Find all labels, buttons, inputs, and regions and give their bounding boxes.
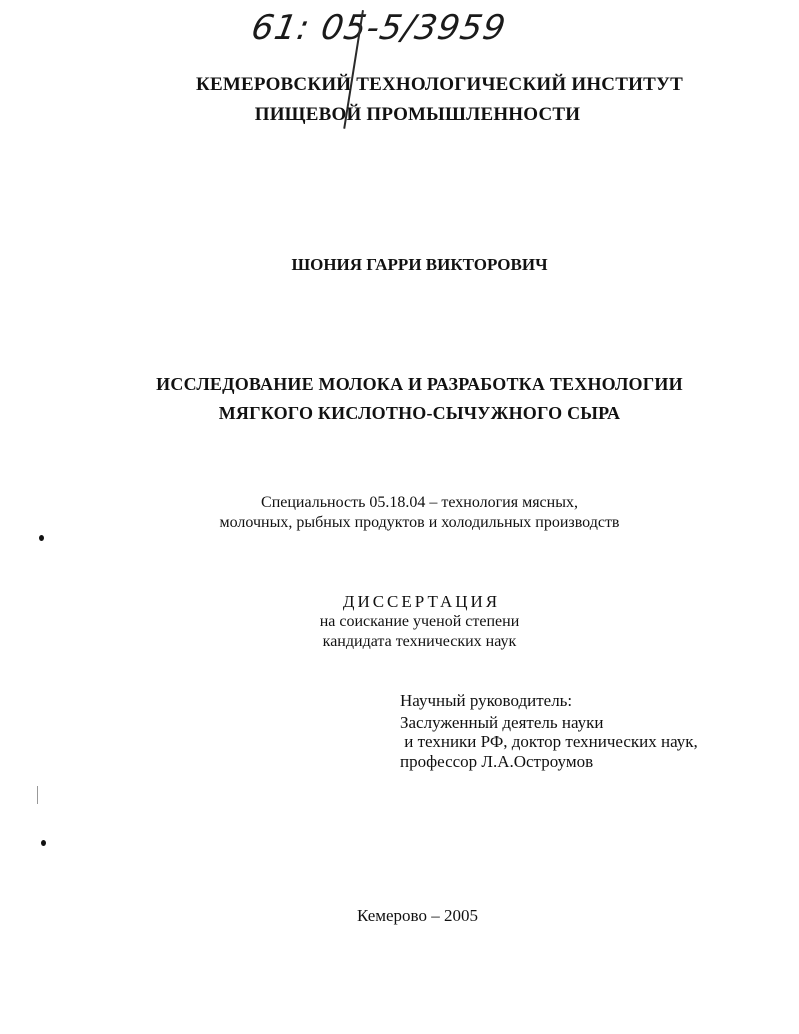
institute-name-line1: КЕМЕРОВСКИЙ ТЕХНОЛОГИЧЕСКИЙ ИНСТИТУТ (196, 74, 683, 95)
institute-name-line2: ПИЩЕВОЙ ПРОМЫШЛЕННОСТИ (254, 104, 581, 125)
advisor-line3: профессор Л.А.Остроумов (400, 752, 594, 771)
author-name: ШОНИЯ ГАРРИ ВИКТОРОВИЧ (291, 255, 548, 274)
thesis-title-line1: ИССЛЕДОВАНИЕ МОЛОКА И РАЗРАБОТКА ТЕХНОЛОГИИ (156, 374, 683, 394)
thesis-title-line2: МЯГКОГО КИСЛОТНО-СЫЧУЖНОГО СЫРА (218, 403, 621, 423)
scan-mark-dot (39, 535, 44, 541)
degree-line1: на соискание ученой степени (319, 613, 520, 630)
archive-stamp: 61: 05-5/3959 (248, 8, 510, 48)
specialty-line2: молочных, рыбных продуктов и холодильных производств (219, 514, 620, 531)
advisor-line2: и техники РФ, доктор технических наук, (400, 732, 698, 751)
scan-mark-tick (37, 786, 38, 804)
city-year: Кемерово – 2005 (357, 906, 478, 925)
degree-line2: кандидата технических наук (322, 633, 517, 650)
advisor-line1: Заслуженный деятель науки (400, 713, 604, 732)
specialty-line1: Специальность 05.18.04 – технология мясных, (261, 494, 578, 511)
dissertation-type: ДИССЕРТАЦИЯ (342, 592, 501, 611)
scan-mark-dot (41, 840, 46, 846)
advisor-label: Научный руководитель: (400, 691, 573, 710)
